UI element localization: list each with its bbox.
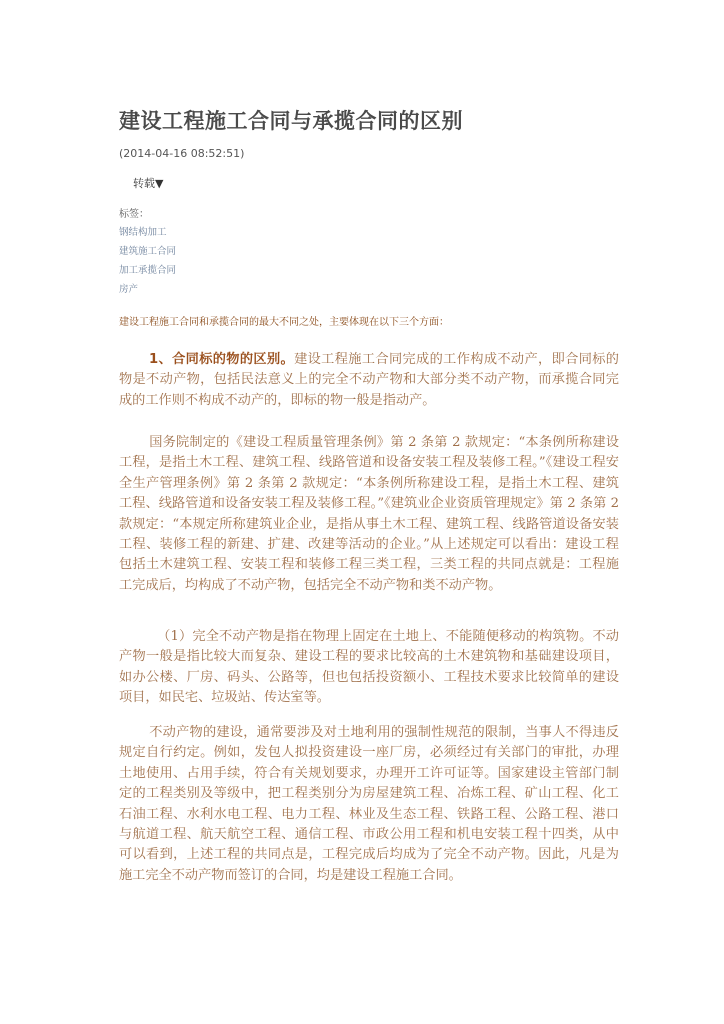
repost-dropdown[interactable]: 转载▼ [133, 177, 164, 190]
paragraph-text: 国务院制定的《建设工程质量管理条例》第 2 条第 2 款规定：“本条例所称建设工程，是指土木工程、建筑工程、线路管道和设备安装工程及装修工程。”《建设工程安全生产管理条例》第 2 条第 2 款规定：“本条例所称建设工程，是指土木工程、建筑工程、线路管道和设备安装工程及装修工程。”《建筑业企业资质管理规定》第 2 条第 2 款规定：“本规定所称建筑业企业，是指从事土木工程、建筑工程、线路管道设备安装工程、装修工程的新建、扩建、改建等活动的企业。”从上述规定可以看出：建设工程包括土木建筑工程、安装工程和装修工程三类工程，三类工程的共同点就是：工程施工完成后，均构成了不动产物，包括完全不动产物和类不动产物。 [119, 435, 619, 593]
paragraph [119, 350, 619, 411]
paragraph [119, 627, 619, 709]
article-title: 建设工程施工合同与承揽合同的区别 [119, 109, 463, 133]
paragraph-text: 不动产物的建设，通常要涉及对土地利用的强制性规范的限制，当事人不得违反规定自行约定。例如，发包人拟投资建设一座厂房，必须经过有关部门的审批，办理土地使用、占用手续，符合有关规划要求，办理开工许可证等。国家建设主管部门制定的工程类别及等级中，把工程类别分为房屋建筑工程、冶炼工程、矿山工程、化工石油工程、水利水电工程、电力工程、林业及生态工程、铁路工程、公路工程、港口与航道工程、航天航空工程、通信工程、市政公用工程和机电安装工程十四类，从中可以看到，上述工程的共同点是，工程完成后均成为了完全不动产物。因此，凡是为施工完全不动产物而签订的合同，均是建设工程施工合同。 [119, 725, 619, 883]
article-date: (2014-04-16 08:52:51) [119, 147, 245, 160]
section-heading: 1、合同标的物的区别。 [149, 352, 295, 367]
paragraph-text: （1）完全不动产物是指在物理上固定在土地上、不能随便移动的构筑物。不动产物一般是指比较大而复杂、建设工程的要求比较高的土木建筑物和基础建设项目，如办公楼、厂房、码头、公路等，但也包括投资额小、工程技术要求比较简单的建设项目，如民宅、垃圾站、传达室等。 [119, 629, 619, 706]
tags-label: 标签： [119, 209, 149, 220]
tag-link[interactable]: 建筑施工合同 [119, 246, 177, 257]
paragraph [119, 723, 619, 886]
tag-link[interactable]: 钢结构加工 [119, 227, 167, 238]
tag-link[interactable]: 房产 [119, 284, 139, 295]
intro-text: 建设工程施工合同和承揽合同的最大不同之处，主要体现在以下三个方面： [119, 317, 449, 328]
paragraph-text: 建设工程施工合同完成的工作构成不动产，即合同标的物是不动产物，包括民法意义上的完全不动产物和大部分类不动产物，而承揽合同完成的工作则不构成不动产的，即标的物一般是指动产。 [119, 352, 619, 408]
tag-link[interactable]: 加工承揽合同 [119, 265, 177, 276]
paragraph [119, 433, 619, 596]
